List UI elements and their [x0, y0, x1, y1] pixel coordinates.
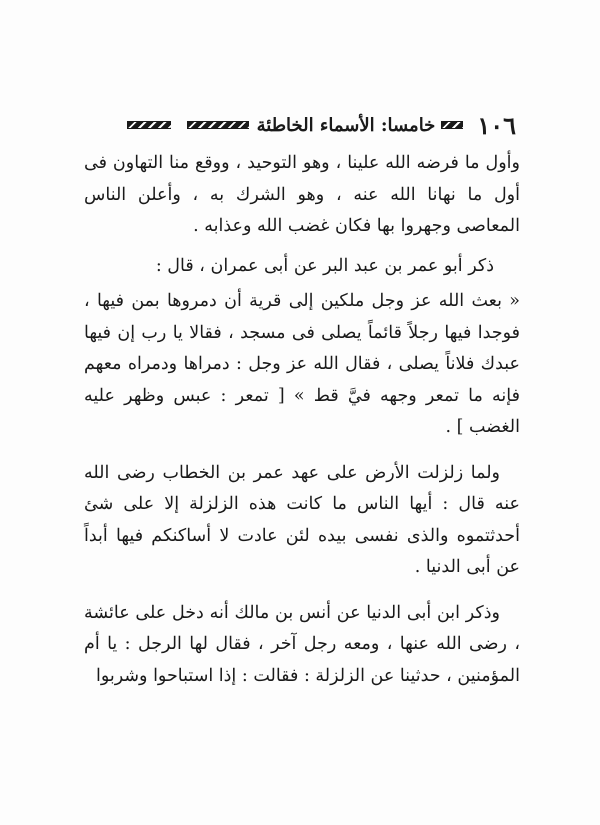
page-header: [84, 108, 516, 142]
paragraph-5: وذكر ابن أبى الدنيا عن أنس بن مالك أنه دخل على عائشة ، رضى الله عنها ، ومعه رجل آخر ، فقال لها الرجل : يا أم المؤمنين ، حدثينا عن الزلزلة : فقالت : إذا استباحوا وشربوا: [84, 602, 520, 686]
body-text: [84, 148, 520, 692]
header-ornament-right: [441, 121, 463, 129]
paragraph-2: ذكر أبو عمر بن عبد البر عن أبى عمران ، قال :: [155, 255, 494, 276]
header-ornament-left: [127, 121, 171, 129]
paragraph-4: ولما زلزلت الأرض على عهد عمر بن الخطاب رضى الله عنه قال : أيها الناس ما كانت هذه الزلزلة إلا على شئ أحدثتموه والذى نفسى بيده لئن عادت لا أساكنكم فيها أبداً عن أبى الدنيا .: [84, 462, 520, 577]
header-ornament-middle: [187, 121, 249, 129]
paragraph-1: وأول ما فرضه الله علينا ، وهو التوحيد ، ووقع منا التهاون فى أول ما نهانا الله عنه ، وهو الشرك به ، وأعلن الناس المعاصى وجهروا بها فكان غضب الله وعذابه .: [84, 153, 520, 236]
chapter-title: خامسا: الأسماء الخاطئة: [256, 114, 436, 136]
page-number: ١٠٦: [477, 110, 516, 140]
paragraph-3: « بعث الله عز وجل ملكين إلى قرية أن دمروها بمن فيها ، فوجدا فيها رجلاً قائماً يصلى فى مسجد ، فقالا يا رب إن فيها عبدك فلاناً يصلى ، فقال الله عز وجل : دمراها ودمراه معهم فإنه ما تمعر وجهه فيَّ قط » [ تمعر : عبس وظهر عليه الغضب ] .: [84, 291, 520, 437]
